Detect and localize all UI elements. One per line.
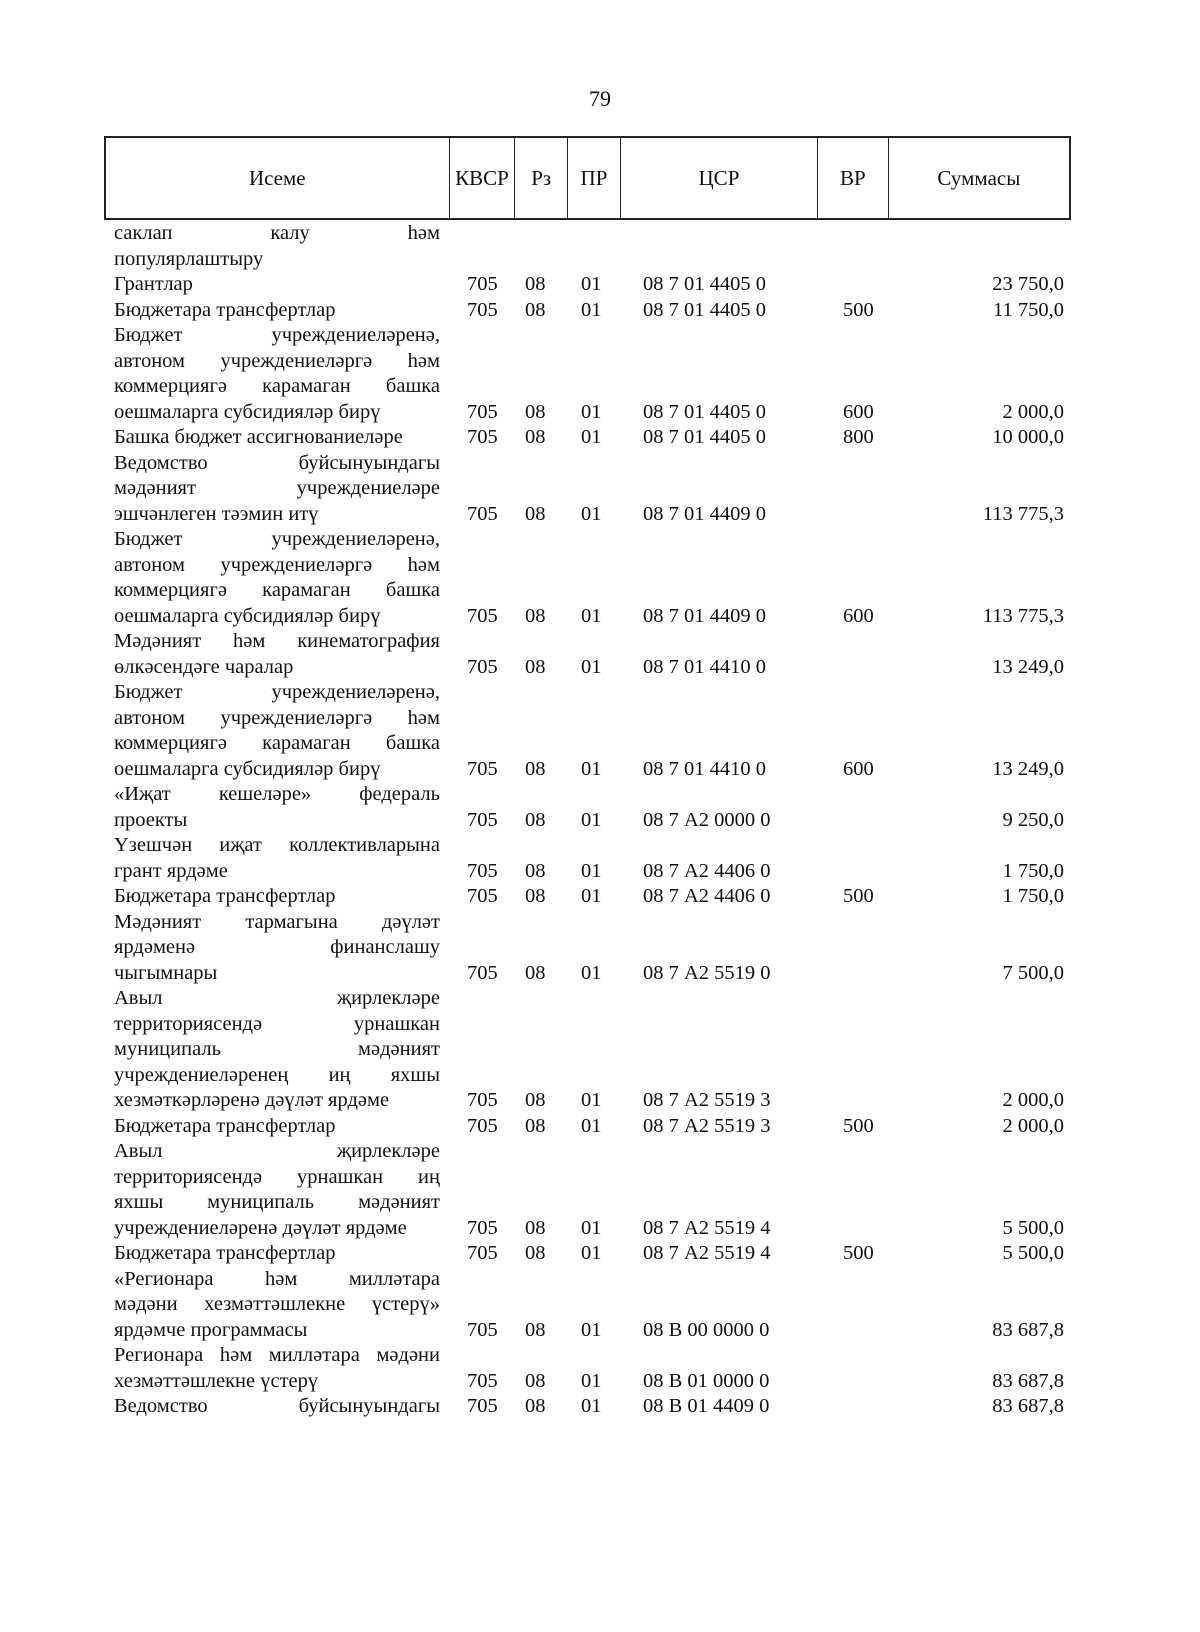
row-name-cell <box>114 680 440 782</box>
row-name-line: муниципаль мәдәният <box>114 1038 440 1060</box>
row-rz-cell: 08 <box>525 604 546 627</box>
row-csr-cell: 08 7 А2 0000 0 <box>643 808 771 831</box>
column-header-sum: Суммасы <box>937 165 1021 190</box>
row-kvsr-cell: 705 <box>467 885 498 907</box>
row-rz-cell: 08 <box>525 298 546 321</box>
table-row <box>114 425 1064 451</box>
table-row <box>114 1241 1064 1267</box>
table-row <box>114 782 1064 833</box>
row-name-cell <box>114 425 440 451</box>
row-name-cell <box>114 1343 440 1394</box>
row-name-line: Башка бюджет ассигнованиеләре <box>114 426 403 448</box>
row-name-line: Ведомство буйсынуындагы <box>114 1395 440 1417</box>
row-csr-cell: 08 7 А2 5519 4 <box>643 1242 771 1264</box>
table-row <box>114 629 1064 680</box>
row-rz-cell: 08 <box>525 1395 546 1417</box>
table-row <box>114 833 1064 884</box>
row-vr-cell: 500 <box>843 298 874 321</box>
row-name-line: яхшы муниципаль мәдәният <box>114 1191 440 1213</box>
row-rz-cell: 08 <box>525 273 546 295</box>
row-name-line: грант ярдәме <box>114 859 228 882</box>
row-name-line: «Регионара һәм милләтара <box>114 1267 440 1290</box>
row-name-cell <box>114 884 440 910</box>
row-csr-cell: 08 7 01 4409 0 <box>643 604 766 627</box>
row-rz-cell: 08 <box>525 426 546 448</box>
row-kvsr-cell: 705 <box>467 604 498 627</box>
table-row <box>114 1114 1064 1140</box>
row-pr-cell: 01 <box>581 1395 602 1417</box>
row-pr-cell: 01 <box>581 426 602 448</box>
row-pr-cell: 01 <box>581 885 602 907</box>
row-name-line: территориясендә урнашкан <box>114 1012 440 1035</box>
row-kvsr-cell: 705 <box>467 273 498 295</box>
row-vr-cell: 500 <box>843 1114 874 1137</box>
row-sum-cell: 1 750,0 <box>1002 885 1064 907</box>
row-name-line: автоном учреждениеләргә һәм <box>114 349 440 372</box>
row-csr-cell: 08 7 01 4405 0 <box>643 298 766 321</box>
row-vr-cell: 600 <box>843 757 874 780</box>
table-row <box>114 1139 1064 1241</box>
row-kvsr-cell: 705 <box>467 859 498 882</box>
row-csr-cell: 08 В 00 0000 0 <box>643 1318 770 1341</box>
row-name-line: «Иҗат кешеләре» федераль <box>114 783 440 805</box>
row-name-line: популярлаштыру <box>114 247 264 270</box>
row-name-cell <box>114 272 440 298</box>
row-name-line: Бюджет учреждениеләренә, <box>114 681 440 703</box>
row-csr-cell: 08 7 01 4405 0 <box>643 426 766 448</box>
table-row <box>114 1394 1064 1420</box>
row-sum-cell: 13 249,0 <box>992 655 1064 678</box>
row-sum-cell: 2 000,0 <box>1002 1089 1064 1111</box>
row-name-line: чыгымнары <box>114 961 218 984</box>
row-kvsr-cell: 705 <box>467 400 498 423</box>
row-sum-cell: 23 750,0 <box>992 273 1064 295</box>
row-name-line: Авыл җирлекләре <box>114 1140 440 1162</box>
row-rz-cell: 08 <box>525 757 546 780</box>
row-name-line: өлкәсендәге чаралар <box>114 655 294 678</box>
row-kvsr-cell: 705 <box>467 757 498 780</box>
column-header-rz: Рз <box>515 138 568 218</box>
row-rz-cell: 08 <box>525 961 546 984</box>
row-name-cell <box>114 1241 440 1267</box>
table-row <box>114 986 1064 1114</box>
row-name-line: саклап калу һәм <box>114 222 440 244</box>
row-csr-cell: 08 7 01 4405 0 <box>643 273 766 295</box>
row-rz-cell: 08 <box>525 1242 546 1264</box>
row-csr-cell: 08 7 А2 5519 0 <box>643 961 771 984</box>
row-name-line: Бюджетара трансфертлар <box>114 1242 336 1264</box>
row-rz-cell: 08 <box>525 1089 546 1111</box>
row-pr-cell: 01 <box>581 655 602 678</box>
row-name-line: ярдәменә финанслашу <box>114 936 440 958</box>
row-sum-cell: 83 687,8 <box>992 1318 1064 1341</box>
row-rz-cell: 08 <box>525 400 546 423</box>
row-pr-cell: 01 <box>581 1369 602 1392</box>
row-name-line: мәдәният учреждениеләре <box>114 477 440 499</box>
row-sum-cell: 113 775,3 <box>982 604 1064 627</box>
row-rz-cell: 08 <box>525 1318 546 1341</box>
row-name-cell <box>114 1114 440 1140</box>
table-row <box>114 272 1064 298</box>
table-row <box>114 680 1064 782</box>
table-row <box>114 527 1064 629</box>
row-sum-cell: 13 249,0 <box>992 757 1064 780</box>
row-name-line: коммерциягә карамаган башка <box>114 375 440 397</box>
row-name-line: учреждениеләренең иң яхшы <box>114 1063 440 1086</box>
row-pr-cell: 01 <box>581 1114 602 1137</box>
page-number: 79 <box>589 86 611 111</box>
row-rz-cell: 08 <box>525 885 546 907</box>
row-name-line: хезмәткәрләренә дәүләт ярдәме <box>114 1089 390 1111</box>
row-name-line: мәдәни хезмәттәшлекне үстерү» <box>114 1293 440 1315</box>
row-kvsr-cell: 705 <box>467 1369 498 1392</box>
row-pr-cell: 01 <box>581 1089 602 1111</box>
row-vr-cell: 500 <box>843 1242 874 1264</box>
row-sum-cell: 2 000,0 <box>1002 400 1064 423</box>
row-kvsr-cell: 705 <box>467 808 498 831</box>
row-sum-cell: 83 687,8 <box>992 1395 1064 1417</box>
row-rz-cell: 08 <box>525 1216 546 1239</box>
row-kvsr-cell: 705 <box>467 1216 498 1239</box>
row-name-cell <box>114 1394 440 1420</box>
row-pr-cell: 01 <box>581 859 602 882</box>
column-header-name: Исеме <box>106 138 450 218</box>
table-header <box>104 136 1071 220</box>
row-sum-cell: 5 500,0 <box>1002 1242 1064 1264</box>
row-name-cell <box>114 986 440 1114</box>
row-vr-cell: 600 <box>843 400 874 423</box>
row-csr-cell: 08 7 А2 5519 3 <box>643 1114 771 1137</box>
table-row <box>114 298 1064 324</box>
row-name-line: Ведомство буйсынуындагы <box>114 451 440 474</box>
row-sum-cell: 1 750,0 <box>1002 859 1064 882</box>
table-body <box>114 221 1064 1420</box>
table-row <box>114 884 1064 910</box>
row-name-line: Мәдәният һәм кинематография <box>114 630 440 652</box>
row-csr-cell: 08 7 А2 5519 4 <box>643 1216 771 1239</box>
row-csr-cell: 08 7 01 4410 0 <box>643 757 766 780</box>
row-name-line: коммерциягә карамаган башка <box>114 732 440 754</box>
row-kvsr-cell: 705 <box>467 502 498 525</box>
row-name-line: Үзешчән иҗат коллективларына <box>114 834 440 856</box>
row-pr-cell: 01 <box>581 273 602 295</box>
row-name-line: автоном учреждениеләргә һәм <box>114 553 440 576</box>
table-row <box>114 451 1064 528</box>
row-name-line: Регионара һәм милләтара мәдәни <box>114 1344 440 1366</box>
row-name-line: Бюджет учреждениеләренә, <box>114 528 440 550</box>
row-name-line: Грантлар <box>114 273 193 295</box>
row-name-cell <box>114 323 440 425</box>
table-row <box>114 323 1064 425</box>
row-name-cell <box>114 451 440 528</box>
row-kvsr-cell: 705 <box>467 1395 498 1417</box>
row-pr-cell: 01 <box>581 1216 602 1239</box>
row-sum-cell: 83 687,8 <box>992 1369 1064 1392</box>
row-csr-cell: 08 7 01 4410 0 <box>643 655 766 678</box>
row-csr-cell: 08 7 А2 4406 0 <box>643 885 771 907</box>
row-name-line: оешмаларга субсидияләр бирү <box>114 400 381 423</box>
row-pr-cell: 01 <box>581 961 602 984</box>
row-csr-cell: 08 7 А2 5519 3 <box>643 1089 771 1111</box>
row-name-cell <box>114 629 440 680</box>
row-name-line: оешмаларга субсидияләр бирү <box>114 757 381 780</box>
row-name-line: территориясендә урнашкан иң <box>114 1165 440 1188</box>
column-header-kvsr: КВСР <box>450 138 516 218</box>
row-kvsr-cell: 705 <box>467 1114 498 1137</box>
row-kvsr-cell: 705 <box>467 1318 498 1341</box>
row-kvsr-cell: 705 <box>467 961 498 984</box>
row-vr-cell: 500 <box>843 885 874 907</box>
column-header-vr: ВР <box>818 138 889 218</box>
row-name-line: Бюджетара трансфертлар <box>114 1114 336 1137</box>
row-vr-cell: 800 <box>843 426 874 448</box>
row-csr-cell: 08 7 01 4409 0 <box>643 502 766 525</box>
row-name-cell <box>114 782 440 833</box>
row-name-line: Мәдәният тармагына дәүләт <box>114 910 440 933</box>
row-name-cell <box>114 221 440 272</box>
row-sum-cell: 7 500,0 <box>1002 961 1064 984</box>
row-rz-cell: 08 <box>525 808 546 831</box>
row-name-line: хезмәттәшлекне үстерү <box>114 1369 319 1392</box>
row-pr-cell: 01 <box>581 757 602 780</box>
row-sum-cell: 10 000,0 <box>992 426 1064 448</box>
row-name-line: проекты <box>114 808 188 831</box>
row-kvsr-cell: 705 <box>467 655 498 678</box>
table-row <box>114 910 1064 987</box>
row-csr-cell: 08 7 А2 4406 0 <box>643 859 771 882</box>
row-name-line: оешмаларга субсидияләр бирү <box>114 604 381 627</box>
row-name-cell <box>114 298 440 324</box>
row-pr-cell: 01 <box>581 298 602 321</box>
table-row <box>114 1267 1064 1344</box>
row-name-line: учреждениеләренә дәүләт ярдәме <box>114 1216 407 1239</box>
row-sum-cell: 113 775,3 <box>982 502 1064 525</box>
row-kvsr-cell: 705 <box>467 426 498 448</box>
row-pr-cell: 01 <box>581 604 602 627</box>
row-kvsr-cell: 705 <box>467 298 498 321</box>
row-rz-cell: 08 <box>525 502 546 525</box>
row-pr-cell: 01 <box>581 502 602 525</box>
row-name-line: эшчәнлеген тәэмин итү <box>114 502 319 525</box>
row-name-cell <box>114 1267 440 1344</box>
row-pr-cell: 01 <box>581 1242 602 1264</box>
row-name-line: коммерциягә карамаган башка <box>114 579 440 601</box>
row-pr-cell: 01 <box>581 808 602 831</box>
row-name-line: автоном учреждениеләргә һәм <box>114 706 440 729</box>
row-name-line: ярдәмче программасы <box>114 1318 308 1341</box>
table-row <box>114 221 1064 272</box>
row-csr-cell: 08 В 01 0000 0 <box>643 1369 770 1392</box>
row-sum-cell: 5 500,0 <box>1002 1216 1064 1239</box>
row-kvsr-cell: 705 <box>467 1242 498 1264</box>
row-sum-cell: 2 000,0 <box>1002 1114 1064 1137</box>
row-csr-cell: 08 В 01 4409 0 <box>643 1395 770 1417</box>
row-name-line: Авыл җирлекләре <box>114 987 440 1009</box>
row-rz-cell: 08 <box>525 1114 546 1137</box>
row-name-cell <box>114 910 440 987</box>
row-pr-cell: 01 <box>581 400 602 423</box>
row-rz-cell: 08 <box>525 1369 546 1392</box>
row-name-cell <box>114 527 440 629</box>
row-name-line: Бюджетара трансфертлар <box>114 885 336 907</box>
row-sum-cell: 11 750,0 <box>993 298 1064 321</box>
column-header-pr: ПР <box>568 138 621 218</box>
row-sum-cell: 9 250,0 <box>1002 808 1064 831</box>
row-rz-cell: 08 <box>525 655 546 678</box>
row-name-line: Бюджет учреждениеләренә, <box>114 324 440 346</box>
row-rz-cell: 08 <box>525 859 546 882</box>
row-vr-cell: 600 <box>843 604 874 627</box>
row-name-line: Бюджетара трансфертлар <box>114 298 336 321</box>
row-pr-cell: 01 <box>581 1318 602 1341</box>
row-kvsr-cell: 705 <box>467 1089 498 1111</box>
row-csr-cell: 08 7 01 4405 0 <box>643 400 766 423</box>
row-name-cell <box>114 1139 440 1241</box>
row-name-cell <box>114 833 440 884</box>
column-header-csr: ЦСР <box>621 138 818 218</box>
table-row <box>114 1343 1064 1394</box>
